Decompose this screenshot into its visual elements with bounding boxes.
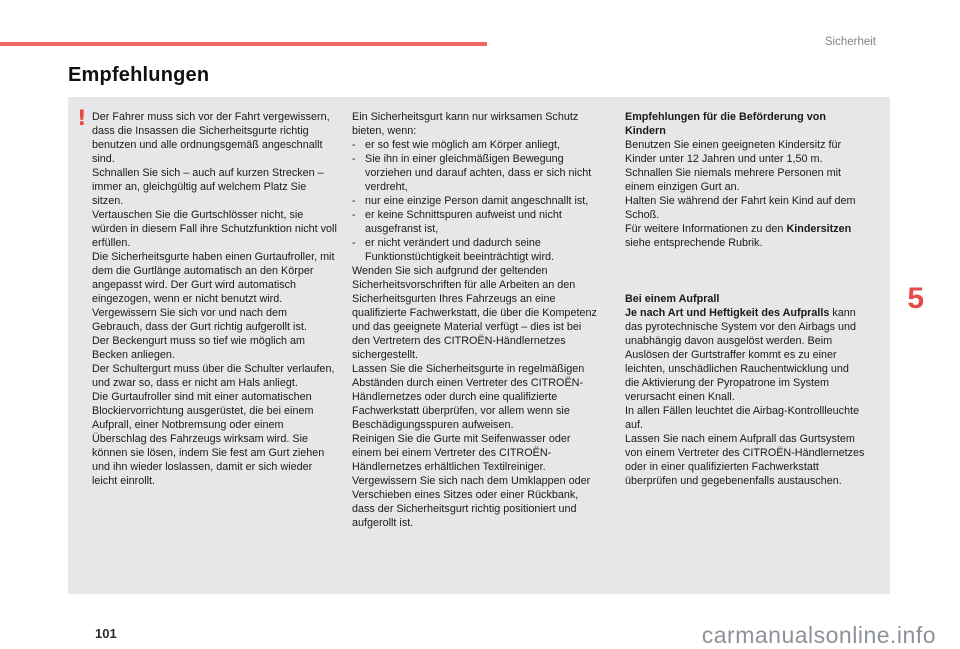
paragraph: Der Schultergurt muss über die Schulter verlaufen, und zwar so, dass er nicht am Hals anliegt.: [92, 363, 335, 389]
paragraph: Lassen Sie die Sicherheitsgurte in regelmäßigen Abständen durch einen Vertreter des CITROËN-Händlernetzes oder durch eine qualifizierte Fachwerkstatt überprüfen, vor allem wenn sie Beschädigungsspuren aufweisen.: [352, 363, 585, 431]
paragraph: Ein Sicherheitsgurt kann nur wirksamen Schutz bieten, wenn:: [352, 111, 579, 137]
content-panel: [68, 97, 890, 594]
list-item: [352, 152, 598, 194]
paragraph: Vertauschen Sie die Gurtschlösser nicht, sie würden in diesem Fall ihre Schutzfunktion nicht voll erfüllen.: [92, 209, 337, 249]
list-item-text: er so fest wie möglich am Körper anliegt,: [365, 139, 561, 151]
bullet-dash: -: [352, 209, 356, 221]
paragraph: Die Gurtaufroller sind mit einer automatischen Blockiervorrichtung ausgerüstet, die bei einem Aufprall, einer Notbremsung oder einem Überschlag des Fahrzeugs wirksam wird. Sie können sie lösen, indem Sie fest am Gurt ziehen und ihn wieder loslassen, damit er sich wieder leicht einrollt.: [92, 391, 325, 487]
paragraph: Der Fahrer muss sich vor der Fahrt vergewissern, dass die Insassen die Sicherheitsgurte richtig benutzen und alle ordnungsgemäß angeschnallt sind.: [92, 111, 330, 165]
list-item: [352, 236, 598, 264]
bullet-dash: -: [352, 237, 356, 249]
paragraph: Der Beckengurt muss so tief wie möglich am Becken anliegen.: [92, 335, 306, 361]
subsection-heading-kinder: Empfehlungen für die Beförderung von Kindern: [625, 111, 826, 137]
paragraph: [625, 306, 865, 404]
bullet-dash: -: [352, 153, 356, 165]
list-item: [352, 208, 598, 236]
chapter-number: 5: [907, 282, 924, 315]
list-item: [352, 194, 598, 208]
bold-term: Kindersitzen: [786, 223, 852, 235]
text-run: siehe entsprechende Rubrik.: [625, 237, 763, 249]
paragraph: Wenden Sie sich aufgrund der geltenden Sicherheitsvorschriften für alle Arbeiten an den Sicherheitsgurten Ihres Fahrzeugs an eine qualifizierte Fachwerkstatt, die über die Kompetenz und das geeignete Material verfügt – dies ist bei den Vertretern des CITROËN-Händlernetzes sichergestellt.: [352, 265, 597, 361]
paragraph: Vergewissern Sie sich nach dem Umklappen oder Verschieben eines Sitzes oder einer Rückbank, dass der Sicherheitsgurt richtig positioniert und aufgerollt ist.: [352, 475, 591, 529]
text-run: Für weitere Informationen zu den: [625, 223, 787, 235]
aufprall-block: [625, 292, 865, 488]
subsection-heading-aufprall: Bei einem Aufprall: [625, 293, 720, 305]
top-accent-line: [0, 42, 487, 46]
paragraph: Vergewissern Sie sich vor und nach dem Gebrauch, dass der Gurt richtig aufgerollt ist.: [92, 307, 307, 333]
list-item: [352, 138, 598, 152]
watermark: carmanualsonline.info: [701, 622, 936, 648]
text-run: kann das pyrotechnische System vor den Airbags und unabhängig davon ausgelöst werden. Beim Auslösen der Gurtstraffer kommt es zu einer leichten, unschädlichen Rauchentwicklung und die Aktivierung der Pyropatrone im System verursacht einen Knall.: [625, 307, 857, 403]
list-item-text: er nicht verändert und dadurch seine Funktionstüchtigkeit beeinträchtigt wird.: [365, 237, 555, 263]
paragraph: Schnallen Sie niemals mehrere Personen mit einem einzigen Gurt an.: [625, 167, 842, 193]
bullet-dash: -: [352, 195, 356, 207]
paragraph: Schnallen Sie sich – auch auf kurzen Strecken – immer an, gleichgültig auf welchem Platz Sie sitzen.: [92, 167, 324, 207]
bullet-dash: -: [352, 139, 356, 151]
page-title: Empfehlungen: [68, 64, 210, 86]
paragraph: In allen Fällen leuchtet die Airbag-Kontrollleuchte auf.: [625, 405, 860, 431]
warning-exclamation-icon: !: [77, 106, 87, 130]
paragraph: [625, 222, 865, 250]
section-header: Sicherheit: [824, 36, 876, 48]
paragraph: Benutzen Sie einen geeigneten Kindersitz für Kinder unter 12 Jahren und unter 1,50 m.: [625, 139, 842, 165]
list-item-text: nur eine einzige Person damit angeschnallt ist,: [365, 195, 589, 207]
page-number: 101: [95, 626, 117, 641]
column-right: [625, 110, 865, 488]
paragraph: Halten Sie während der Fahrt kein Kind auf dem Schoß.: [625, 195, 856, 221]
column-middle: [352, 110, 598, 530]
paragraph: Lassen Sie nach einem Aufprall das Gurtsystem von einem Vertreter des CITROËN-Händlernetzes oder in einer qualifizierten Fachwerkstatt überprüfen und gegebenenfalls austauschen.: [625, 433, 865, 487]
bold-lead: Je nach Art und Heftigkeit des Aufpralls: [625, 307, 830, 319]
list-item-text: Sie ihn in einer gleichmäßigen Bewegung vorziehen und darauf achten, dass er sich nicht verdreht,: [365, 153, 592, 193]
column-left: [92, 110, 337, 488]
paragraph: Reinigen Sie die Gurte mit Seifenwasser oder einem bei einem Vertreter des CITROËN-Händlernetzes erhältlichen Textilreiniger.: [352, 433, 571, 473]
paragraph: Die Sicherheitsgurte haben einen Gurtaufroller, mit dem die Gurtlänge automatisch an den Körper angepasst wird. Der Gurt wird automatisch eingezogen, wenn er nicht benutzt wird.: [92, 251, 335, 305]
list-item-text: er keine Schnittspuren aufweist und nicht ausgefranst ist,: [365, 209, 562, 235]
